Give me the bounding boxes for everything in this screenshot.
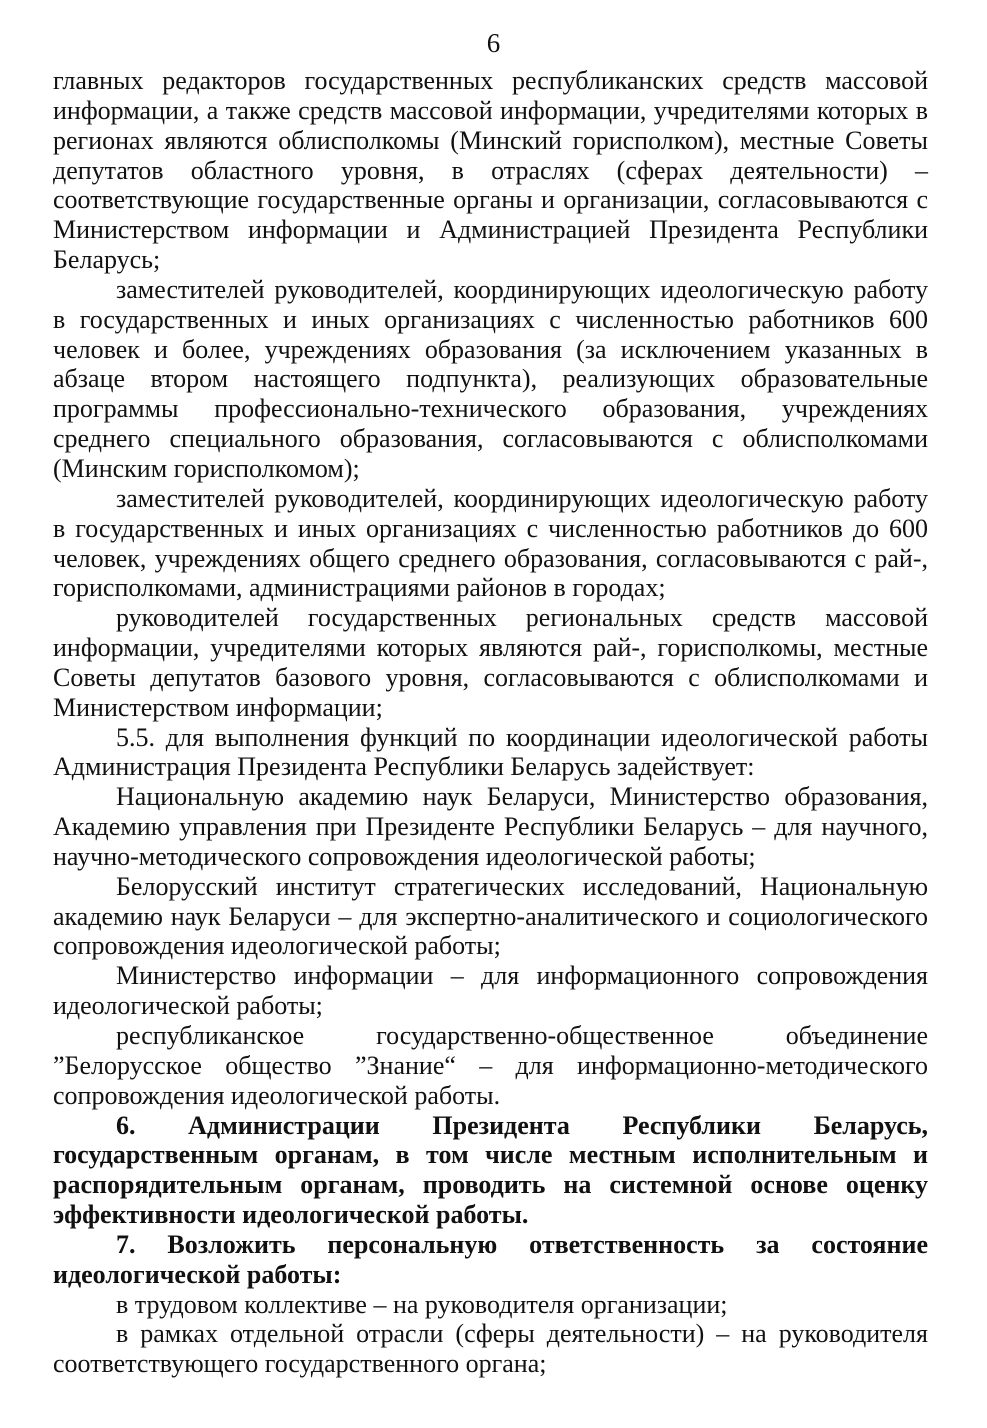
- paragraph-5-5: 5.5. для выполнения функций по координации идеологической работы Администрация Президента Республики Беларусь задействует:: [53, 722, 928, 782]
- paragraph-ministry-of-information: Министерство информации – для информационного сопровождения идеологической работы;: [53, 961, 928, 1021]
- document-body: [53, 66, 928, 1379]
- paragraph-deputies-under-600: заместителей руководителей, координирующих идеологическую работу в государственных и иных организациях с численностью работников до 600 человек, учреждениях общего среднего образования, согласовываются с рай-, горисполкомами, администрациями районов в городах;: [53, 483, 928, 603]
- page-number: 6: [486, 28, 501, 58]
- paragraph-section-6: 6. Администрации Президента Республики Беларусь, государственным органам, в том числе местным исполнительным и распорядительным органам, проводить на системной основе оценку эффективности идеологической работы.: [53, 1110, 928, 1230]
- paragraph-academy-of-sciences: Национальную академию наук Беларуси, Министерство образования, Академию управления при Президенте Республики Беларусь – для научного, научно-методического сопровождения идеологической работы;: [53, 782, 928, 871]
- paragraph-deputies-600-plus: заместителей руководителей, координирующих идеологическую работу в государственных и иных организациях с численностью работников 600 человек и более, учреждениях образования (за исключением указанных в абзаце втором настоящего подпункта), реализующих образовательные программы профессионально-технического образования, учреждениях среднего специального образования, согласовываются с облисполкомами (Минским горисполкомом);: [53, 274, 928, 483]
- paragraph-znanie-society: республиканское государственно-общественное объединение ”Белорусское общество ”Знание“ – для информационно-методического сопровождения идеологической работы.: [53, 1021, 928, 1110]
- paragraph-labor-collective: в трудовом коллективе – на руководителя организации;: [116, 1289, 728, 1319]
- paragraph-editors-approval: главных редакторов государственных республиканских средств массовой информации, а также средств массовой информации, учредителями которых в регионах являются облисполкомы (Минский горисполком), местные Советы депутатов областного уровня, в отраслях (сферах деятельности) – соответствующие государственные органы и организации, согласовываются с Министерством информации и Администрацией Президента Республики Беларусь;: [53, 66, 928, 275]
- paragraph-regional-media-heads: руководителей государственных региональных средств массовой информации, учредителями которых являются рай-, горисполкомы, местные Советы депутатов базового уровня, согласовываются с облисполкомами и Министерством информации;: [53, 603, 928, 722]
- paragraph-industry-scope: в рамках отдельной отрасли (сферы деятельности) – на руководителя соответствующего государственного органа;: [53, 1319, 928, 1379]
- paragraph-strategic-institute: Белорусский институт стратегических исследований, Национальную академию наук Беларуси – для экспертно-аналитического и социологического сопровождения идеологической работы;: [53, 871, 928, 961]
- paragraph-section-7: 7. Возложить персональную ответственность за состояние идеологической работы:: [53, 1229, 928, 1289]
